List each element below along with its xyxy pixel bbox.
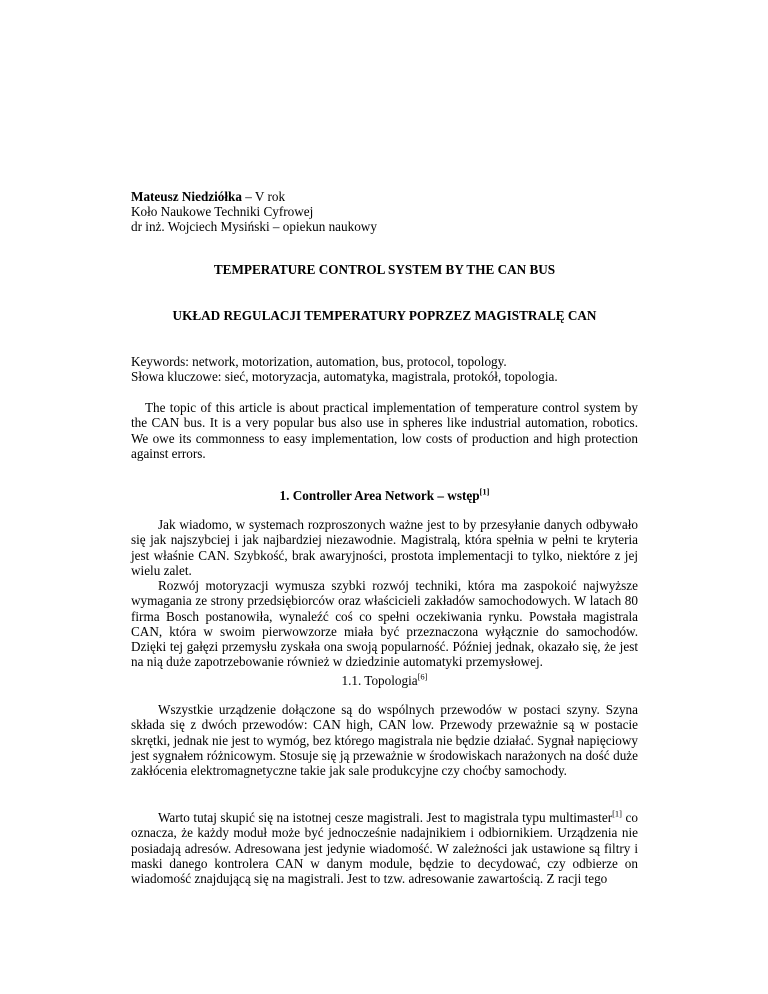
section-1-1-paragraph-2-block bbox=[131, 810, 638, 886]
keywords-english: Keywords: network, motorization, automation, bus, protocol, topology. bbox=[131, 354, 507, 369]
section-heading-1-text: 1. Controller Area Network – wstęp bbox=[279, 488, 480, 503]
author-supervisor: dr inż. Wojciech Mysiński – opiekun naukowy bbox=[131, 219, 377, 235]
abstract-block bbox=[131, 400, 638, 461]
abstract-paragraph: The topic of this article is about practical implementation of temperature control system by the CAN bus. It is a very popular bus also use in spheres like industrial automation, robotics. We owe its commonness to easy implementation, low costs of production and high protection against errors. bbox=[131, 400, 638, 461]
subsection-heading-1-1-ref: [6] bbox=[417, 671, 428, 682]
section-1-1-paragraph-1-block bbox=[131, 702, 638, 778]
section-1-paragraph-1: Jak wiadomo, w systemach rozproszonych ważne jest to by przesyłanie danych odbywało się jak najszybciej i jak najbardziej niezawodnie. Magistralą, która spełnia w pełni te kryteria jest właśnie CAN. Szybkość, brak awaryjności, prostota implementacji to tylko, niektóre z jej wielu zalet. bbox=[131, 517, 638, 578]
author-name: Mateusz Niedziółka bbox=[131, 189, 242, 204]
section-1-paragraph-2: Rozwój motoryzacji wymusza szybki rozwój techniki, która ma zaspokoić najwyższe wymagania ze strony przedsiębiorców oraz właścicieli zakładów samochodowych. W latach 80 firma Bosch postanowiła, wynaleźć coś co spełni oczekiwania rynku. Powstała magistrala CAN, która w swoim pierwowzorze miała być przeznaczona wyłącznie do samochodów. Dzięki tej gałęzi przemysłu zyskała ona swoją popularność. Później jednak, okazało się, że jest na nią duże zapotrzebowanie również w dziedzinie automatyki przemysłowej. bbox=[131, 578, 638, 670]
section-1-1-paragraph-2 bbox=[131, 810, 638, 886]
title-english: TEMPERATURE CONTROL SYSTEM BY THE CAN BUS bbox=[213, 262, 556, 277]
author-block bbox=[131, 189, 638, 235]
author-year: – V rok bbox=[241, 189, 286, 204]
subsection-heading-1-1-text: 1.1. Topologia bbox=[341, 673, 418, 688]
subsection-heading-1-1 bbox=[131, 673, 638, 689]
section-1-paragraph-1-block bbox=[131, 517, 638, 578]
section-1-1-paragraph-2-text-b: co oznacza, że każdy moduł może być jednocześnie nadajnikiem i odbiornikiem. Urządzenia nie posiadają adresów. Adresowana jest jedynie wiadomość. W zależności jak ustawione są filtry i maski danego kontrolera CAN w danym module, będzie to decydować, czy odbierze on wiadomość znajdującą się na magistrali. Jest to tzw. adresowanie zawartością. Z racji tego bbox=[131, 810, 638, 887]
keywords-polish: Słowa kluczowe: sieć, motoryzacja, automatyka, magistrala, protokół, topologia. bbox=[131, 369, 558, 385]
section-heading-1-ref: [1] bbox=[479, 486, 490, 497]
section-heading-1 bbox=[131, 488, 638, 504]
section-1-1-paragraph-1: Wszystkie urządzenie dołączone są do wspólnych przewodów w postaci szyny. Szyna składa się z dwóch przewodów: CAN high, CAN low. Przewody przeważnie są w postacie skrętki, jednak nie jest to wymóg, bez którego magistrala nie będzie działać. Sygnał napięciowy jest sygnałem różnicowym. Stosuje się ją przeważnie w środowiskach narażonych na dość duże zakłócenia elektromagnetyczne takie jak sale produkcyjne czy choćby samochody. bbox=[131, 702, 638, 779]
section-1-paragraph-2-block bbox=[131, 578, 638, 670]
section-1-1-paragraph-2-ref: [1] bbox=[612, 808, 623, 819]
keywords-block bbox=[131, 354, 638, 384]
author-affiliation: Koło Naukowe Techniki Cyfrowej bbox=[131, 204, 314, 220]
section-1-1-paragraph-2-text-a: Warto tutaj skupić się na istotnej cesze magistrali. Jest to magistrala typu multimaster bbox=[158, 810, 613, 825]
title-polish: UKŁAD REGULACJI TEMPERATURY POPRZEZ MAGISTRALĘ CAN bbox=[172, 308, 597, 323]
author-line bbox=[131, 189, 638, 204]
